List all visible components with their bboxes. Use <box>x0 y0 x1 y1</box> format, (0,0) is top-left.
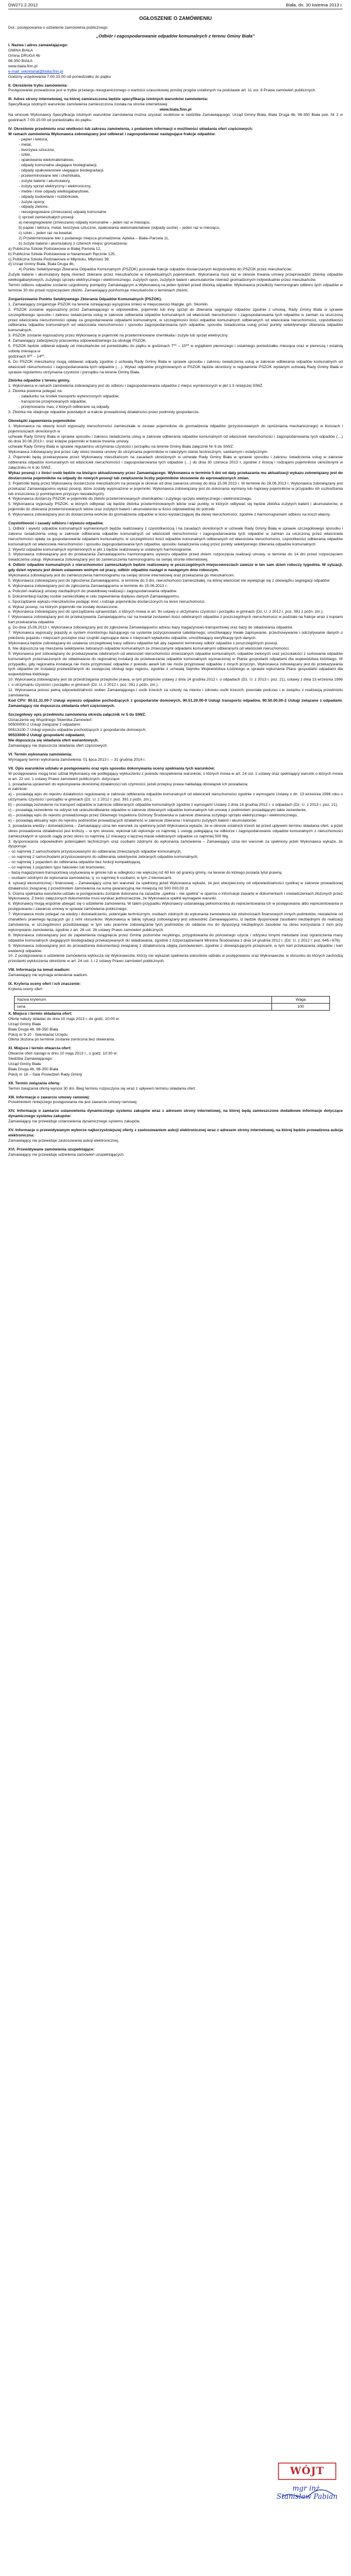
paragraph: 3. Zbiórka nie obejmuje odpadów powstałych w trakcie prowadzonej działalności przez podmioty gospodarcze. <box>8 410 200 414</box>
section-heading: Zbiórka odpadów z terenu gminy. <box>8 379 70 383</box>
section-heading: Zorganizowanie Punktu Selektywnego Zbierania Odpadów Komunalnych (PSZOK). <box>8 297 162 301</box>
paragraph: 90513100-7 Usługi wywozu odpadów pochodzących z gospodarstw domowych; <box>8 728 147 733</box>
paragraph: Termin związania ofertą wynosi 30 dni. Bieg terminu rozpoczyna się wraz z upływem terminu składania ofert. <box>8 1086 197 1091</box>
section-heading: VIII. Informacja na temat wadium: <box>8 968 70 973</box>
paragraph: Biała Druga 4b, 98-350 Biała <box>8 1027 58 1032</box>
section-heading: 4. Odbiór odpadów komunalnych z nieruchomości zamieszkałych będzie realizowany w poszczególnych miejscowościach zawsze w ten sam dzień roboczy tygodnia. W sytuacji, gdy dzień wywozu jest dniem ustawowo wolnym od pracy, odbiór odpadów nastąpi w następnym dniu roboczym. <box>8 563 343 573</box>
paragraph: 1. Zamawiający zorganizuje PSZOK na terenie istniejącego wysypiska śmieci w miejscowości Mazgłe, gm. Skomlin. <box>8 302 209 307</box>
criteria-header-name: Nazwa kryterium <box>15 996 272 1003</box>
section-block <box>8 84 343 94</box>
paragraph: e) – posiadają aktualny wpis do rejestru podmiotów prowadzących działalność w zakresie zbierania i transportu zużytych baterii i akumulatorów. <box>8 818 257 823</box>
section-heading: 90533000-2 Usługi gospodarki odpadami; <box>8 733 85 738</box>
paragraph: 4. Wykonawca dostarczy PSZOK w pojemniki do zbiórki przeterminowanych chemikaliów i zużytego sprzętu elektrycznego i elektronicznego. <box>8 497 252 502</box>
paragraph: 9. Wykonawca jest zobowiązany do przekazywania odebranych od właścicieli nieruchomości zmieszanych odpadów komunalnych, odpadów zielonych oraz pozostałości z sortowania odpadów komunalnych przeznaczonych do składowania do regionalnej instalacji do przetwarzania odpadów komunalnych wyznaczonej w Planie gospodarki odpadami dla województwa łódzkiego. W przypadku, gdy regionalna instalacja nie może przyjmować odpadów z powodu awarii lub nie może przyjmować odpadów z innych przyczyn, Wykonawca zobowiązany jest do przekazywania tych odpadów do instalacji przewidzianych do zastępczej obsługi tego regionu, zgodnie z uchwałą Sejmiku Województwa Łódzkiego w sprawie wykonania Planu gospodarki odpadami dla województwa łódzkiego. <box>8 651 343 677</box>
paragraph: b. Dokumentacji każdej osobie zamieszkałej w celu zapewnienia dopływu danych Zamawiającemu. <box>8 594 180 599</box>
paragraph: – co najmniej 1 pojazdem typu hakowiec lub bramowiec, <box>8 865 106 870</box>
list-item: i) sprzed zamieszkałych posesji: <box>19 215 75 220</box>
paragraph: e. Wykonawca zobowiązany jest do sporządzania sprawozdań, o których mowa w art. 9n ustawy o utrzymaniu czystości i porządku w gminach (Dz. U. z 2012 r. poz. 391 z późn. zm.). <box>8 610 324 614</box>
criteria-header-weight: Waga <box>272 996 330 1003</box>
paragraph: 1. Wykonawca w ramach zamówienia zobowiązany jest do odbioru i zagospodarowania odpadów z miejsc wymienionych w pkt 1.3 niniejszej SIWZ. <box>8 384 264 389</box>
sections-container <box>8 43 343 992</box>
paragraph: uchwale Rady Gminy Biała w sprawie regulaminu utrzymania czystości i porządku na terenie Gminy Biała załącznik Nr 6 do SIWZ. <box>8 445 234 449</box>
paragraph: 2. Pojemniki będą przekazywane przez Wykonawcę mieszkańcom na zasadach określonych w uchwale Rady Gminy Biała w sprawie sposobu i zakresu świadczenia usług w zakresie odbierania odpadów komunalnych od właścicieli nieruchomości i zagospodarowania tych odpadów (…) do dnia 30 czerwca 2013 r. zgodnie z ilością i rodzajami pojemników określonymi w załączniku nr 6 do SIWZ. <box>8 455 343 470</box>
website-address: www.biala.finn.pl <box>159 108 192 112</box>
section-block <box>8 379 343 415</box>
list-item: - załadunku na środek transportu wytworzonych odpadów, <box>19 394 120 399</box>
list-item: - metal, <box>19 142 32 147</box>
paragraph: Kryteria oceny ofert: <box>8 987 43 991</box>
paragraph: 7. Wykonawca wyposaży pojazdy w system monitoringu bazującego na systemie pozycjonowania satelitarnego, umożliwiający trwałe zapisywanie, przechowywanie i odczytywanie danych o położeniu pojazdu i miejscach postojów oraz czujniki zapisujące dane o miejscach wyładunku odpadów, umożliwiający weryfikację tych danych. <box>8 631 343 640</box>
paragraph: Zamawiający nie przewiduje ustanowienia dynamicznego systemu zakupów. <box>8 1119 141 1124</box>
paragraph: c) Publiczna Szkoła Podstawowa w Młynisku, Młynisko 39, <box>8 257 110 262</box>
paragraph: Otwarcie ofert nastąpi w dniu 10 maja 2013 r., o godz. 10:30 w: <box>8 1052 118 1056</box>
announcement-document <box>8 2 343 1162</box>
sections-after-container <box>8 1012 343 1158</box>
paragraph: www.biala.finn.pl <box>8 64 37 68</box>
paragraph: godzinach 8⁰⁰ – 14⁰⁰. <box>8 354 46 359</box>
section-heading: Nie dopuszcza się składania ofert wariantowych. <box>8 739 99 743</box>
stamp-label: WÓJT <box>290 2465 325 2477</box>
list-item: - szkło, <box>19 153 32 157</box>
paragraph: Zamawiający nie wymaga wniesienia wadium. <box>8 973 88 978</box>
section-block <box>8 1081 343 1092</box>
document-header <box>8 2 343 8</box>
paragraph: – osobami zdolnymi do wykonania zamówienia, tj. co najmniej 6 osobami, w tym 2 kierowcami. <box>8 875 173 880</box>
list-item: - odpady komunalne ulegające biodegradacji, <box>19 163 98 168</box>
section-heading: XV. Informacje o przewidywanym wyborze najkorzystniejszej oferty z zastosowaniem aukcji elektronicznej wraz z adresem strony internetowej, na której będzie prowadzona aukcja elektroniczna: <box>8 1128 343 1138</box>
section-heading: XI. Miejsce i termin otwarcia ofert: <box>8 1046 72 1051</box>
section-block <box>8 713 343 749</box>
paragraph: – bazą magazynowo-transportową usytuowaną w gminie lub w odległości nie większej niż 60 km od granicy gminy, na terenie do którego posiada tytuł prawny, <box>8 870 283 875</box>
official-stamp <box>275 2461 339 2508</box>
section-heading: XIII. Informacje o zawarciu umowy ramowej: <box>8 1095 90 1100</box>
paragraph: f. Wykonawca zobowiązany jest do przekazywania Zamawiającemu raz na kwartał zestawień ilości odebranych odpadów z poszczególnych nieruchomości w podziale na frakcje wraz z kopiami kart przekazania odpadów. <box>8 615 343 625</box>
list-item: - przeterminowane leki i chemikalia, <box>19 174 81 178</box>
list-item: - odpady opakowaniowe ulegające biodegradacji, <box>19 169 105 173</box>
paragraph: Wykonawca będzie zobowiązany do ustalenia szczegółowej trasy odbioru odpadów tak aby zapewnić terminowy odbiór odpadów z poszczególnych posesji. <box>8 641 278 645</box>
paragraph: Gmina DRUGA 4b <box>8 54 40 59</box>
list-item: 2) Przeterminowane leki z podanego miejsca gromadzenia: Apteka – Biała–Parcela 11, <box>19 236 170 241</box>
paragraph: – co najmniej 2 samochodami przystosowanymi do odbierania selektywnie zebranych odpadów komunalnych, <box>8 855 199 860</box>
section-heading: Szczegółowy opis przedmiotu zamówienia określa załącznik nr 5 do SIWZ. <box>8 712 146 717</box>
list-item: - odpady budowlane i rozbiórkowe, <box>19 194 80 199</box>
section-block <box>8 982 343 992</box>
paragraph: 5. Wykonawca zobowiązany jest do zgłoszenia Zamawiającemu, w terminie do 3 dni, nieruchomości zamieszkałej, na której właściciel nie wywiązuje się z obowiązku segregacji odpadów <box>8 579 330 583</box>
paragraph: a. Policzeń realizacji umowy niezbędnych do prawidłowej realizacji i zagospodarowania odpadów. <box>8 589 177 593</box>
paragraph: 4. Zamawiający zabezpieczy pracownika odpowiedzialnego za obsługę PSZOK. <box>8 339 147 344</box>
list-item: b) zużyte baterie i akumulatory z czterech miejsc gromadzenia: <box>19 241 128 246</box>
paragraph: 6. Wykonawcy mogą wspólnie ubiegać się o udzielenie zamówienia. W takim przypadku Wykonawcy ustanawiają pełnomocnika do reprezentowania ich w postępowaniu albo reprezentowania w postępowaniu i zawarcia umowy w sprawie zamówienia publicznego. <box>8 902 343 912</box>
paragraph: 1. posiadania uprawnień do wykonywania określonej działalności lub czynności, jeżeli przepisy prawa nakładają obowiązek ich posiadania; <box>8 782 249 786</box>
paragraph: – co najmniej 1 pojazdem do odbierania odpadów bez funkcji kompaktującej, <box>8 860 142 865</box>
section-block <box>8 1148 343 1158</box>
section-block <box>8 753 343 763</box>
paragraph: 6. Do PSZOK mieszkańcy mogą oddawać odpady zgodnie z uchwałą Rady Gminy Biała w sprawie sposobu i zakresu świadczenia usług w zakresie odbierania odpadów komunalnych od właścicieli nieruchomości i zagospodarowania tych odpadów (…). Wykaz odpadów przyjmowanych w PSZOK będzie określony w regulaminie PSZOK wydanym uchwałą Rady Gminy Biała w sprawie regulaminu utrzymania czystości i porządku na terenie Gminy Biała. <box>8 359 343 375</box>
paragraph: w zakresie: <box>8 787 28 792</box>
section-heading: III. Adres strony internetowej, na której zamieszczona będzie specyfikacja istotnych warunków zamówienia: <box>8 97 208 102</box>
list-item: - papier i tektura, <box>19 137 49 142</box>
paragraph: Zużyte baterie i akumulatory będą również zbierane przez mieszkańców w indywidualnych pojemnikach. Wykonawca musi raz w okresie trwania umowy przeprowadzić zbiórkę odpadów wielkogabarytowych, zużytego sprzętu elektrycznego i elektronicznego, zużytych opon, zużytych baterii i akumulatorów również gromadzonych indywidualnie przez mieszkańców. <box>8 273 343 283</box>
paragraph: 4. sytuacji ekonomicznej i finansowej – Zamawiający uzna ten warunek za spełniony jeżeli Wykonawca wykaże, że jest ubezpieczony od odpowiedzialności cywilnej w zakresie prowadzonej działalności związanej z przedmiotem zamówienia na sumę gwarancyjną nie mniejszą niż 500 000,00 zł. <box>8 881 343 891</box>
section-block <box>8 1128 343 1144</box>
paragraph: Oferta złożona po terminie zostanie zwrócona bez otwierania. <box>8 1038 115 1042</box>
list-item: - zużyte baterie i akumulatory, <box>19 178 71 183</box>
section-heading: XII. Termin związania ofertą: <box>8 1081 61 1086</box>
paragraph: Godziny urzędowania 7.00-15.00 od poniedziałku do piątku <box>8 74 111 79</box>
stamp-signature: mgr inż. Stanisław Pabian <box>276 2484 338 2501</box>
paragraph: 5. PSZOK będzie odbierał odpady od mieszkańców od poniedziałku do piątku w godzinach 7⁰⁰ – 15⁰⁰ w wyjątkiem pierwszego i ostatniego poniedziałku miesiąca oraz w pierwszą i ostatnią sobotę miesiąca w <box>8 344 343 353</box>
procurement-subject: „Odbiór i zagospodarowanie odpadów komunalnych z terenu Gminy Biała” <box>96 33 255 39</box>
paragraph: Zamawiający nie przewiduje udzielenia zamówień uzupełniających. <box>8 1152 125 1157</box>
paragraph: Termin odbioru odpadów zostanie uzgodniony pomiędzy Zamawiającym a Wykonawcą na jeden tydzień przed zbiórką odpadów. Wykonawca przedłoży harmonogram odbioru tych odpadów w terminie 30 dni przed rozpoczęciem zbiórki. Zamawiający poinformuje mieszkańców o terminach zbiórki. <box>8 283 343 293</box>
paragraph: 3. Wykonawca zobowiązany jest do przekazania Zamawiającemu harmonogramu wywozu odpadów przed dniem rozpoczęcia realizacji umowy, w terminie do 14 dni przed rozpoczęciem świadczenia usługi. Wykonawca zobowiązany jest do zamieszczenia harmonogramu na swojej stronie internetowej. <box>8 552 343 562</box>
list-item: b) papier i tektura, metal, tworzywa sztuczne, opakowania wielomateriałowe (odpady suche) – jeden raz w miesiącu, <box>19 226 221 231</box>
paragraph: 8. Nie dopuszcza się mieszania selektywnie zebranych odpadów komunalnych ze zmieszanymi odpadami komunalnymi odbieranymi od właścicieli nieruchomości. <box>8 646 290 651</box>
criteria-table <box>14 996 330 1011</box>
paragraph: 2. Wywóz odpadów komunalnych wymienionych w pkt 1 będzie realizowany w ustalonym harmonogramie. <box>8 547 192 552</box>
criteria-cell-name: cena <box>15 1003 272 1010</box>
paragraph: 98-350 BIAŁA <box>8 59 33 63</box>
paragraph: 10. Z postępowania o udzielenie zamówienia wyklucza się Wykonawców, którzy nie wykazali spełnienia warunków udziału w postępowaniu oraz Wykonawców, w stosunku do których zachodzą przesłanki wykluczenia określone w art. 24 ust. 1 i 2 ustawy Prawo zamówień publicznych. <box>8 954 343 964</box>
list-item: - zużyty sprzęt elektryczny i elektroniczny, <box>19 184 92 188</box>
paragraph: d) Urząd Gminy Biała, Biała Druga 4b, <box>8 262 75 267</box>
paragraph: Na wniosek Wykonawcy Specyfikacja istotnych warunków zamówienia można uzyskać osobiście w siedzibie Zamawiającego: Urząd Gminy Biała, Biała Druga 4b, 98-350 Biała pok. Nr 2 w godzinach 7:00-15:00 od poniedziałku do piątku. <box>8 113 343 122</box>
paragraph: 2. Zbiórka powinna polegać na: <box>8 389 63 394</box>
paragraph: Specyfikacja istotnych warunków zamówienia zamieszczona została na stronie internetowej: <box>8 102 168 107</box>
list-item: - odpady zielone, <box>19 205 49 209</box>
section-heading: II. Określenie trybu zamówienia: <box>8 83 68 88</box>
paragraph: 5. Wykonawca wyposaży PSZOK, w których odbywać się będzie zbiórka przeterminowanych leków oraz punkty, w których odbywać się będzie zbiórka zużytych baterii i akumulatorów, w pojemniki do zbierania przeterminowanych leków oraz zużytych baterii i akumulatorów w ilości odpowiedniej do potrzeb <box>8 502 343 512</box>
section-block <box>8 297 343 376</box>
section-heading: IX. Kryteria oceny ofert i ich znaczenie: <box>8 982 81 987</box>
section-heading: Obowiązki zapewnienia pojemników <box>8 418 75 423</box>
paragraph: Zamawiający nie przewiduje zastosowania aukcji elektronicznej. <box>8 1138 119 1143</box>
list-item: - meble i inne odpady wielkogabarytowe, <box>19 189 90 194</box>
paragraph: 10. Wykonawca zobowiązany jest do przestrzegania przepisów prawa, w tym przepisów ustawy z dnia 14 grudnia 2012 r. o odpadach (Dz. U. z 2013 r. poz. 21), ustawy z dnia 13 września 1996 r. o utrzymaniu czystości i porządku w gminach (Dz. U. z 2012 r. poz. 391 z późn. zm.). <box>8 678 343 688</box>
paragraph: b) – posiadają zezwolenie na transport odpadów w zakresie odbieranych odpadów komunalnych zgodnie z wymogami Ustawy z dnia 14 grudnia 2012 r. o odpadach (Dz. U. z 2013 r. poz. 21), <box>8 803 338 808</box>
paragraph: b) Publiczna Szkoła Podstawowa w Naramicach Ręcznie 125, <box>8 252 116 256</box>
paragraph: Pokój nr 18 – Sala Posiedzeń Rady Gminy <box>8 1072 82 1077</box>
criteria-cell-weight: 100 <box>272 1003 330 1010</box>
paragraph: d) – posiadają wpis do rejestru prowadzonego przez Głównego Inspektora Ochrony Środowiska w zakresie zbierania zużytego sprzętu elektrycznego i elektronicznego, <box>8 813 298 818</box>
section-block <box>8 419 343 518</box>
section-heading: Wykaz posesji i z ilości osób będzie na bieżąco aktualizowany przez Zamawiającego. Wykonawca w terminie 5 dni od daty przekazania mu aktualizacji wykazu zobowiązany jest do dostarczenia pojemników na odpady do nowych posesji lub zwiększenia liczby pojemników stosownie do wprowadzonych zmian. <box>8 470 343 480</box>
section-block <box>8 127 343 294</box>
list-item: 4) Punktu Selektywnego Zbierania Odpadów Komunalnych (PSZOK) pozostałe frakcje odpadów dostarczanych bezpośrednio do PSZOK przez mieszkańców. <box>19 267 292 272</box>
paragraph: 6. Wykonawca zobowiązany jest do zgłoszenia Zamawiającemu w terminie do 15.06.2013 r.: <box>8 583 168 588</box>
paragraph: a) Publiczna Szkoła Podstawowa w Białej Parcela 12, <box>8 246 102 251</box>
section-block <box>8 1046 343 1077</box>
paragraph: Biała Druga 4b, 98-350 Biała <box>8 1067 58 1071</box>
paragraph: Wykonawca zobowiązany jest przez cały okres trwania umowy do utrzymania pojemników w należytym stanie technicznym, sanitarnym i estetycznym. <box>8 450 269 455</box>
section-heading: X. Miejsce i termin składania ofert: <box>8 1011 73 1016</box>
paragraph: 6. Wykonawca zobowiązany jest do dostarczenia worków do gromadzenia odpadów w ilości wystarczającej dla danej nieruchomości, zgodnie z harmonogramem odbioru na koszt własny. <box>8 513 331 517</box>
paragraph: c. Sporządzanie wykazu mieszkańców podając ilość i rodzaje pojemników dostarczonych na teren nieruchomości. <box>8 599 206 604</box>
paragraph: 1. Wykonawca na własny koszt wyposaży nieruchomości zamieszkałe w zestaw pojemników do gromadzenia odpadów (przystosowanych do opróżniania mechanicznego) w ilościach i pojemnościach określonych w <box>8 424 343 434</box>
paragraph: Ofertę należy składać do dnia 10 maja 2013 r. do godz. 10:00 w: <box>8 1016 120 1021</box>
section-heading: Kod CPV: 90.51.31.00-7 Usługi wywozu odpadów pochodzących z gospodarstw domowych, 90.51.20.00-9 Usługi transportu odpadów, 90.50.00.00-2 Usługi związane z odpadami. Zamawiający nie dopuszcza składania ofert częściowych. <box>8 698 343 708</box>
paragraph: 2. posiadania wiedzy i doświadczenia – Zamawiający uzna ten warunek za spełniony jeżeli Wykonawca wykaże, że w okresie ostatnich trzech lat przed upływem terminu składania ofert, a jeżeli okres prowadzenia działalności jest krótszy – w tym okresie, wykonał lub wykonuje co najmniej 1 usługę polegającą na odbiorze i zagospodarowaniu odpadów komunalnych z nieruchomości zamieszkałych w sposób ciągły przez okres co najmniej 12 miesięcy o łącznej masie odebranych odpadów co najmniej 500 Mg. <box>8 823 343 839</box>
section-heading: VII. Opis warunków udziału w postępowaniu oraz opis sposobu dokonywania oceny spełniania tych warunków: <box>8 766 215 771</box>
section-heading: XIV. Informacje o zamiarze ustanowienia dynamicznego systemu zakupów wraz z adresem strony internetowej, na której będą zamieszczone dodatkowe informacje dotyczące dynamicznego systemu zakupów: <box>8 1109 343 1119</box>
paragraph: Zamawiający nie dopuszcza składania ofert częściowych. <box>8 744 108 748</box>
paragraph: g. Do dnia 15.06.2013 r. Wykonawca zobowiązany jest do zgłoszenia Zamawiającemu adresu bazy magazynowo-transportowej oraz bazy do składowania odpadów. <box>8 626 293 630</box>
section-block <box>8 1109 343 1125</box>
paragraph: Oznaczenie wg Wspólnego Słownika Zamówień: <box>8 717 93 722</box>
document-reference: DW271.2.2012 <box>8 2 38 8</box>
list-item: c) szkło – jeden raz na kwartał. <box>19 231 73 236</box>
paragraph: 2. PSZOK zostanie wyposażony przez Zamawiającego w odpowiednie, pojemniki lub inny sprzęt do zbierania segregacji odpadów zgodnie z umową. Rady Gminy Biała w sprawie szczegółowego sposobu i zakresu świadczenia usług w zakresie odbierania odpadów komunalnych od właścicieli nieruchomości i zagospodarowania tych odpadów w zamian za uiszczoną przez właściciela nieruchomości opłatę za gospodarowanie odpadami komunalnymi, w szczególności ilości odpadów komunalnych odbieranych od właściciela nieruchomości, częstotliwości odbierania odpadów komunalnych od właściciela nieruchomości i sposobu zagospodarowania tych odpadów, sposobu świadczenia usług przez punkty selektywnego zbierania odpadów komunalnych. <box>8 307 343 333</box>
paragraph: Urząd Gminy Biała <box>8 1022 41 1026</box>
paragraph: a) – posiadają wpis do rejestru działalności regulowanej w zakresie odbierania odpadów komunalnych od właścicieli nieruchomości zgodnie z wymogami Ustawy z dn. 13 września 1996 roku o utrzymaniu czystości i porządku w gminach (Dz. U. z 2012 r. poz. 391 z późn. zm.), <box>8 792 343 802</box>
paragraph: 5. Ocena spełniania warunków udziału w postępowaniu zostanie dokonana na zasadzie „spełnia – nie spełnia” w oparciu o informacje zawarte w dokumentach i oświadczeniach złożonych przez Wykonawcę. Z treści załączonych dokumentów musi wynikać jednoznacznie, że Wykonawca spełnił wymagane warunki. <box>8 891 343 901</box>
paragraph: 7. Wykonawca może polegać na wiedzy i doświadczeniu, potencjale technicznym, osobach zdolnych do wykonania zamówienia lub zdolnościach finansowych innych podmiotów, niezależnie od charakteru prawnego łączących go z nimi stosunków. Wykonawca w takiej sytuacji zobowiązany jest udowodnić Zamawiającemu, iż będzie dysponował zasobami niezbędnymi do realizacji zamówienia, w szczególności przedstawiając w tym celu pisemne zobowiązanie tych podmiotów do oddania mu do dyspozycji niezbędnych zasobów na okres korzystania z nich przy wykonywaniu zamówienia, zgodnie z art. 26 ust. 2b ustawy Prawo zamówień publicznych. <box>8 912 343 932</box>
paragraph: 8. Wykonawca zobowiązany jest do zapewnienia osiągnięcia przez Gminę poziomów recyklingu, przygotowania do ponownego użycia i odzysku innymi metodami oraz ograniczenia masy odpadów komunalnych ulegających biodegradacji przekazywanych do składowania, zgodnie z rozporządzeniami Ministra Środowiska z dnia 14 grudnia 2012 r. (Dz. U. z 2012 r. poz. 645 i 676). <box>8 933 343 943</box>
paragraph: d. Wykaz posesji, na których pojemniki nie zostały dostarczone. <box>8 604 119 609</box>
document-date: Biała, dn. 30 kwietnia 2013 r. <box>285 2 343 8</box>
criteria-header-row <box>15 996 330 1003</box>
list-item: - tworzywa sztuczne, <box>19 147 56 152</box>
section-block <box>8 1012 343 1043</box>
email-link[interactable]: e-mail: sekretariat@biala.finn.pl <box>8 69 63 74</box>
section-block <box>8 767 343 964</box>
section-heading: IV. Określenie przedmiotu oraz wielkości lub zakresu zamówienia, z podaniem informacji o możliwości składania ofert częściowych: <box>8 126 253 131</box>
paragraph: W postępowaniu mogą brać udział Wykonawcy nie podlegający wykluczeniu z powodu niespełnienia warunków, o których mowa w art. 24 ust. 1 ustawy oraz spełniający warunki o których mowa w art. 22 ust. 1 ustawy Prawo zamówień publicznych, dotyczące: <box>8 771 343 781</box>
paragraph: Urząd Gminy Biała <box>8 1062 41 1067</box>
paragraph: 3. dysponowania odpowiednim potencjałem technicznym oraz osobami zdolnymi do wykonania zamówienia – Zamawiający uzna ten warunek za spełniony jeżeli Wykonawca wykaże, że dysponuje: <box>8 839 343 849</box>
paragraph: Siedziba Zamawiającego: <box>8 1057 53 1062</box>
section-block <box>8 1095 343 1106</box>
section-block <box>8 43 343 80</box>
section-heading: XVI. Przewidywane zamówienia uzupełniające: <box>8 1147 95 1152</box>
section-heading: VI. Termin wykonania zamówienia: <box>8 753 73 757</box>
page-title: OGŁOSZENIE O ZAMÓWIENIU <box>139 15 212 21</box>
section-block <box>8 521 343 709</box>
list-item: - opakowania wielomateriałowe, <box>19 158 74 163</box>
paragraph: 9. Wykonawca zobowiązany jest do prowadzenia dokumentacji związanej z działalnością objętą zamówieniem, zgodnie z obowiązującymi przepisami, w tym kart przekazania odpadów i kart ewidencji odpadów. <box>8 943 343 953</box>
criteria-row <box>15 1003 330 1010</box>
paragraph: GMINA BIAŁA <box>8 49 33 53</box>
list-item: - transporcie przejmowanych odpadów, <box>19 400 87 404</box>
section-heading: I. Nazwa i adres zamawiającego: <box>8 43 68 48</box>
section-block <box>8 968 343 978</box>
section-heading: Częstotliwość i zasady odbioru i wywozu odpadów. <box>8 521 104 526</box>
paragraph: 3. Pojemniki będą przez Wykonawcę dostarczone mieszkańcom na posesje w okresie od dnia zawarcia umowy do dnia 15.06.2013 r. W terminie do 28.06.2013 r. Wykonawca zobowiązany jest przekazać Zamawiającemu wykaz posesji, które zostały wyposażone w pojemniki. Wykonawca zobowiązany jest do dokonania wymiany lub naprawy pojemników w przypadku ich uszkodzenia lub zniszczenia (z pominięciem przyczyn niezależnych). <box>8 481 343 496</box>
paragraph: – co najmniej 2 samochodami przystosowanymi do odbierania zmieszanych odpadów komunalnych, <box>8 850 182 854</box>
list-item: - przejmowaniu mas, z których odbierane są odpady. <box>19 405 110 410</box>
paragraph: 90500000-2 Usługi związane z odpadami; <box>8 723 81 727</box>
paragraph: 11. Wykonawca ponosi pełną odpowiedzialność wobec Zamawiającego i osób trzecich za szkody na mieniu i zdrowiu osób trzecich, powstałe podczas i w związku z realizacją przedmiotu zamówienia. <box>8 688 343 698</box>
section-heading: W ramach zamówienia Wykonawca zobowiązany jest odbierać i zagospodarować następujące frakcje odpadów: <box>8 132 216 136</box>
paragraph: Wymagany termin wykonania zamówienia: 01 lipca 2013 r. – 31 grudnia 2014 r. <box>8 757 146 762</box>
paragraph: c) – posiadają zezwolenie na odzysk lub unieszkodliwianie odpadów w zakresie zbieranych odpadów komunalnych lub umowę z podmiotem posiadającym takie zezwolenie, <box>8 808 307 813</box>
paragraph: uchwale Rady Gminy Biała w sprawie sposobu i zakresu świadczenia usług w zakresie odbierania odpadów komunalnych od właścicieli nieruchomości i zagospodarowania tych odpadów (…) do dnia 30.06.2013 r. oraz kolejne pojemniki w trakcie trwania umowy. <box>8 434 343 444</box>
intro-text: Dot.: postępowania o udzielenie zamówienia publicznego: <box>8 26 109 30</box>
paragraph: 1. Odbiór i wywóz odpadów komunalnych wymienionych będzie realizowany z częstotliwością i na zasadach określonych w uchwale Rady Gminy Biała w sprawie szczegółowego sposobu i zakresu świadczenia usług w zakresie odbierania odpadów komunalnych od właścicieli nieruchomości i zagospodarowania tych odpadów w zamian za uiszczoną przez właściciela nieruchomości opłatę za gospodarowanie odpadami komunalnymi, w szczególności ilości odpadów komunalnych odbieranych od właściciela nieruchomości, częstotliwości odbierania odpadów komunalnych od właściciela nieruchomości i sposobu zagospodarowania tych odpadów, sposobu świadczenia usług przez punkty selektywnego zbierania odpadów komunalnych <box>8 526 343 547</box>
list-item: - niesegregowane (zmieszane) odpady komunalne <box>19 210 106 215</box>
paragraph: Przedmiotem niniejszego postępowania nie jest zawarcie umowy ramowej. <box>8 1100 138 1105</box>
paragraph: Postępowanie prowadzone jest w trybie przetargu nieograniczonego o wartości szacunkowej poniżej progów ustalonych na podstawie art. 11 ust. 8 Prawa zamówień publicznych. <box>8 88 316 93</box>
paragraph: Wykonawca zobowiązany jest do zamieszczenia harmonogramu na swojej stronie internetowej oraz przekazania go mieszkańcom. <box>8 573 235 578</box>
paragraph: 3. PSZOK zostanie wyposażony przez Wykonawcę w pojemniki na przeterminowane chemikalia i zużyte lub sprzęt elektryczny. <box>8 334 229 338</box>
paragraph: Pokój nr 9-10 - Sekretariat Urzędu <box>8 1032 68 1037</box>
list-item: a) niesegregowane (zmieszane) odpady komunalne – jeden raz w miesiącu, <box>19 221 151 225</box>
section-block <box>8 97 343 123</box>
list-item: - zużyte opony, <box>19 200 45 204</box>
